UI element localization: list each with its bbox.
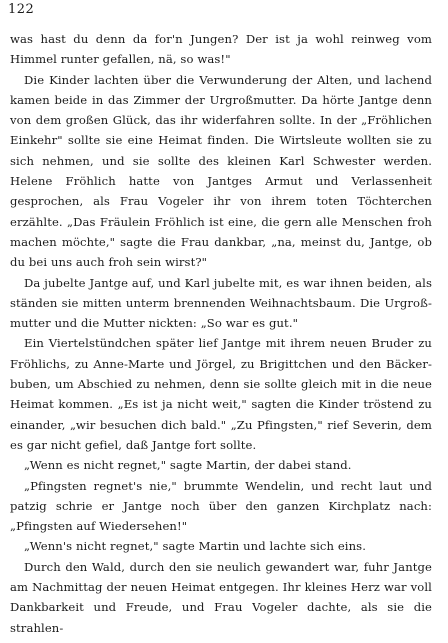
paragraph: „Wenn's nicht regnet," sagte Martin und lachte sich eins.: [24, 539, 367, 554]
paragraph: Durch den Wald, durch den sie neulich gewandert war, fuhr Jantge am Nachmittag der neuen Heimat entgegen. Ihr kleines Herz war voll Dankbarkeit und Freude, und Frau Vogeler dachte, als sie die strahlen-: [10, 559, 432, 635]
paragraph: „Pfingsten regnet's nie," brummte Wendelin, und recht laut und patzig schrie er Jantge noch über den ganzen Kirchplatz nach: „Pfingsten auf Wiedersehen!": [10, 478, 432, 534]
paragraph: „Wenn es nicht regnet," sagte Martin, der dabei stand.: [24, 458, 352, 473]
paragraph: Die Kinder lachten über die Verwunderung der Alten, und lachend kamen beide in das Zimmer der Urgroßmutter. Da hörte Jantge denn von dem großen Glück, das ihr widerfahren sollte. In der „Fröhlichen Einkehr" sollte sie eine Heimat finden. Die Wirtsleute wollten sie zu sich nehmen, und sie sollte des kleinen Karl Schwester werden. Helene Fröhlich hatte von Jantges Armut und Verlassenheit gesprochen, als Frau Vogeler ihr von ihrem toten Töchterchen erzählte. „Das Fräulein Fröhlich ist eine, die gern alle Menschen froh machen möchte," sagte die Frau dankbar, „na, meinst du, Jantge, ob du bei uns auch froh sein wirst?": [10, 72, 432, 270]
paragraph: Ein Viertelstündchen später lief Jantge mit ihrem neuen Bruder zu Fröhlichs, zu Anne-Marte und Jörgel, zu Brigittchen und den Bäcker-buben, um Abschied zu nehmen, denn sie sollte gleich mit in die neue Heimat kommen. „Es ist ja nicht weit," sagten die Kinder tröstend zu einander, „wir besuchen dich bald." „Zu Pfingsten," rief Severin, dem es gar nicht gefiel, daß Jantge fort sollte.: [10, 336, 432, 452]
body-text: [10, 29, 432, 638]
page-number: 122: [8, 2, 35, 17]
paragraph: was hast du denn da for'n Jungen? Der ist ja wohl reinweg vom Himmel runter gefallen, nä, so was!": [10, 32, 432, 67]
paragraph: Da jubelte Jantge auf, und Karl jubelte mit, es war ihnen beiden, als ständen sie mitten unterm brennenden Weihnachtsbaum. Die Urgroß-mutter und die Mutter nickten: „So war es gut.": [10, 275, 432, 331]
